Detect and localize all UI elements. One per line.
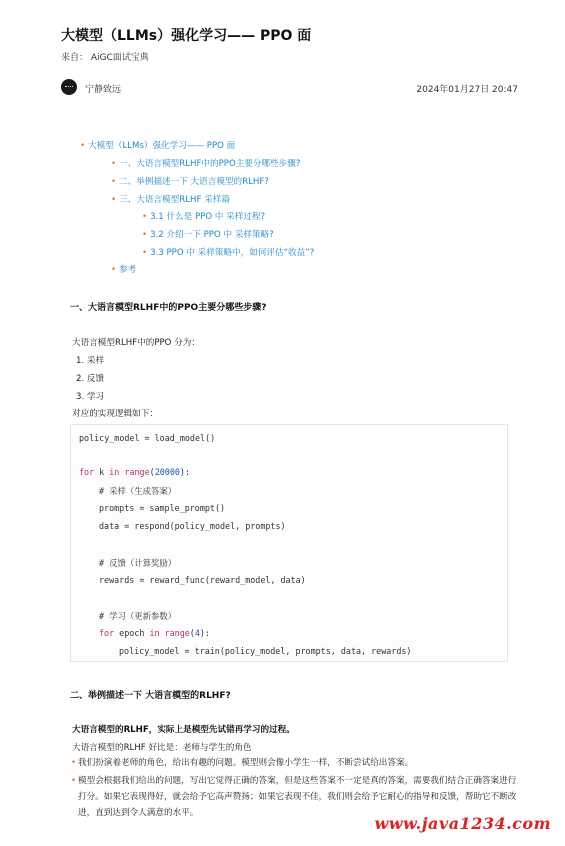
code-line: for epoch in range(4):: [99, 628, 210, 638]
section2-lead-bold: 大语言模型的RLHF，实际上是模型先试错再学习的过程。: [72, 725, 295, 735]
toc-item-3-3[interactable]: • 3.3 PPO 中 采样策略中，如何评估“收益”?: [142, 246, 314, 258]
code-line: data = respond(policy_model, prompts): [99, 521, 286, 531]
toc-item-section1[interactable]: • 一、大语言模型RLHF中的PPO主要分哪些步骤?: [111, 157, 300, 169]
step-item: 2. 反馈: [76, 374, 105, 384]
toc-item-section2[interactable]: • 二、举例描述一下 大语言模型的RLHF?: [111, 175, 269, 187]
code-line: policy_model = load_model(): [79, 433, 216, 443]
section2-lead: 大语言模型的RLHF 好比是：老师与学生的角色: [72, 743, 252, 753]
step-item: 3. 学习: [76, 392, 105, 402]
toc-item-section3[interactable]: • 三、大语言模型RLHF 采样篇: [111, 193, 230, 205]
list-item: • 模型会根据我们给出的问题，写出它觉得正确的答案，但是这些答案不一定是真的答案，需要我们结合正确答案进行打分。如果它表现得好，就会给予它高声赞扬；如果它表现不佳，我们则会给予它耐心的指导和反馈，帮助它不断改进，直到达到令人满意的水平。: [78, 773, 518, 821]
table-of-contents: [0, 0, 565, 290]
author-name[interactable]: 宁静致远: [85, 85, 122, 95]
section2-heading: 二、举例描述一下 大语言模型的RLHF?: [70, 691, 231, 701]
toc-item-3-1[interactable]: • 3.1 什么是 PPO 中 采样过程?: [142, 210, 265, 222]
toc-item-title[interactable]: • 大模型（LLMs）强化学习—— PPO 面: [80, 139, 235, 151]
code-comment: # 学习（更新参数）: [99, 611, 177, 621]
code-line: prompts = sample_prompt(): [99, 503, 226, 513]
code-block[interactable]: [70, 424, 508, 662]
code-line: for k in range(20000):: [79, 467, 190, 477]
watermark: www.java1234.com: [374, 814, 551, 833]
toc-item-3-2[interactable]: • 3.2 介绍一下 PPO 中 采样策略?: [142, 228, 274, 240]
code-line: rewards = reward_func(reward_model, data): [99, 575, 306, 585]
article-title: 大模型（LLMs）强化学习—— PPO 面: [61, 28, 312, 44]
publish-date: 2024年01月27日 20:47: [416, 85, 518, 95]
code-intro: 对应的实现逻辑如下：: [72, 409, 158, 419]
code-comment: # 采样（生成答案）: [99, 486, 177, 496]
section1-heading: 一、大语言模型RLHF中的PPO主要分哪些步骤?: [70, 303, 267, 313]
section1-intro: 大语言模型RLHF中的PPO 分为：: [72, 338, 200, 348]
code-line: policy_model = train(policy_model, prompts, data, rewards): [119, 646, 412, 656]
list-item: • 我们扮演着老师的角色，给出有趣的问题。模型则会像小学生一样，不断尝试给出答案。: [78, 755, 518, 771]
step-item: 1. 采样: [76, 356, 105, 366]
code-comment: # 反馈（计算奖励）: [99, 558, 177, 568]
toc-item-references[interactable]: • 参考: [111, 263, 136, 275]
article-source: 来自： AiGC面试宝典: [61, 53, 149, 63]
